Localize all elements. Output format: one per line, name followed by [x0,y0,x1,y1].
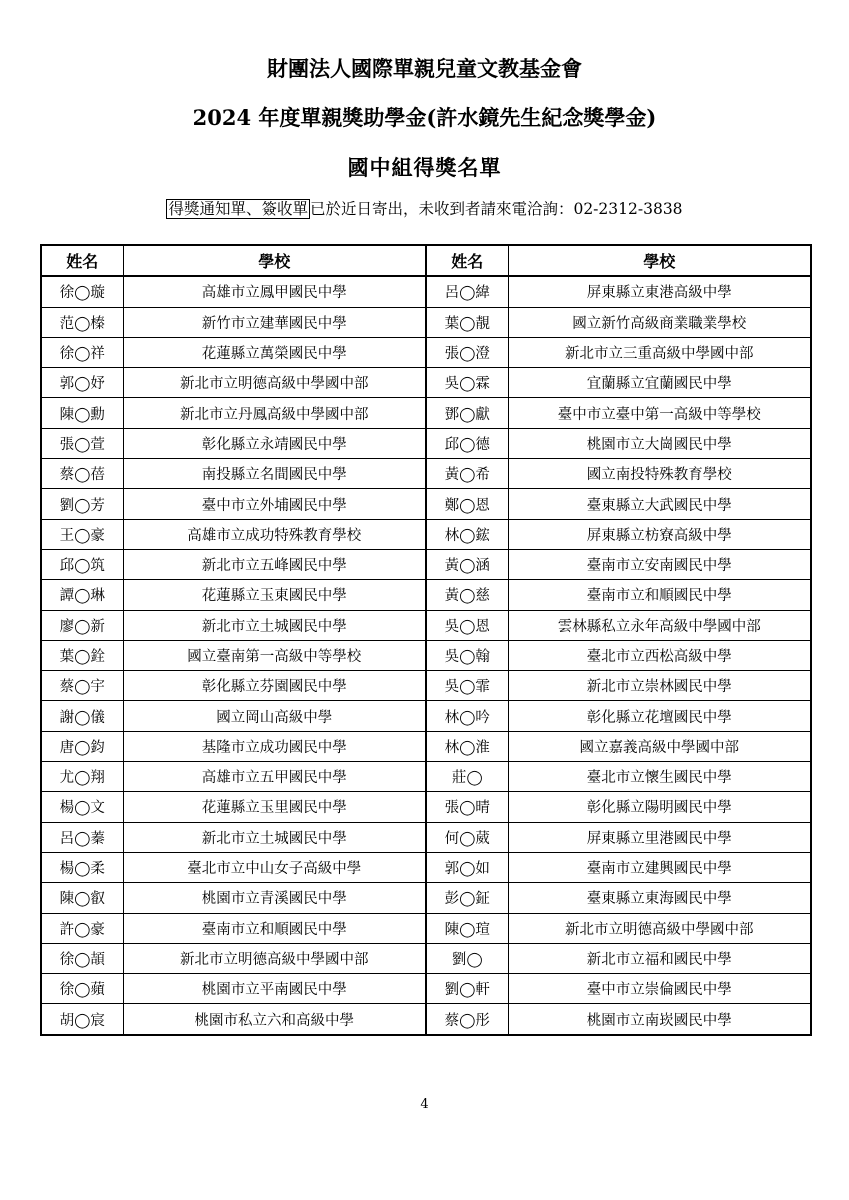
table-row [41,337,811,367]
student-name-right: 吳◯翰 [426,640,508,670]
school-left: 臺南市立和順國民中學 [123,913,426,943]
student-name-right: 彭◯鉦 [426,883,508,913]
table-row [41,974,811,1004]
school-right: 臺中市立臺中第一高級中等學校 [508,398,811,428]
student-name-left: 邱◯筑 [41,549,123,579]
student-name-right: 劉◯軒 [426,974,508,1004]
awards-table [40,244,812,1036]
school-right: 臺南市立安南國民中學 [508,549,811,579]
school-right: 屏東縣立枋寮高級中學 [508,519,811,549]
student-name-left: 蔡◯蓓 [41,459,123,489]
school-right: 彰化縣立陽明國民中學 [508,792,811,822]
student-name-right: 陳◯瑄 [426,913,508,943]
notice-line [0,197,849,219]
student-name-left: 張◯萱 [41,428,123,458]
school-right: 新北市立崇林國民中學 [508,671,811,701]
table-row [41,307,811,337]
student-name-right: 林◯淮 [426,731,508,761]
student-name-right: 吳◯霏 [426,671,508,701]
school-left: 新北市立土城國民中學 [123,610,426,640]
table-row [41,489,811,519]
school-left: 桃園市立青溪國民中學 [123,883,426,913]
school-right: 雲林縣私立永年高級中學國中部 [508,610,811,640]
student-name-left: 謝◯儀 [41,701,123,731]
school-left: 彰化縣立永靖國民中學 [123,428,426,458]
school-left: 新北市立五峰國民中學 [123,549,426,579]
school-left: 國立臺南第一高級中等學校 [123,640,426,670]
school-left: 高雄市立鳳甲國民中學 [123,276,426,307]
group-title: 國中組得獎名單 [347,155,502,180]
table-row [41,852,811,882]
student-name-left: 葉◯銓 [41,640,123,670]
student-name-right: 吳◯霖 [426,368,508,398]
school-right: 桃園市立大崗國民中學 [508,428,811,458]
student-name-left: 尤◯翔 [41,762,123,792]
school-left: 臺北市立中山女子高級中學 [123,852,426,882]
student-name-right: 張◯澄 [426,337,508,367]
school-right: 臺北市立西松高級中學 [508,640,811,670]
student-name-left: 范◯榛 [41,307,123,337]
school-left: 高雄市立成功特殊教育學校 [123,519,426,549]
table-row [41,913,811,943]
school-right: 臺南市立和順國民中學 [508,580,811,610]
table-row [41,701,811,731]
table-row [41,1004,811,1035]
student-name-right: 葉◯靚 [426,307,508,337]
awards-table-body [41,276,811,1034]
student-name-right: 呂◯緯 [426,276,508,307]
student-name-left: 唐◯鈞 [41,731,123,761]
school-left: 國立岡山高級中學 [123,701,426,731]
table-header-row [41,245,811,276]
school-right: 臺北市立懷生國民中學 [508,762,811,792]
student-name-right: 鄭◯恩 [426,489,508,519]
notice-boxed-text: 得獎通知單、簽收單 [168,200,308,218]
table-row [41,549,811,579]
school-left: 基隆市立成功國民中學 [123,731,426,761]
student-name-right: 邱◯德 [426,428,508,458]
table-row [41,459,811,489]
student-name-left: 王◯豪 [41,519,123,549]
school-right: 國立新竹高級商業職業學校 [508,307,811,337]
table-row [41,519,811,549]
student-name-left: 許◯豪 [41,913,123,943]
table-row [41,822,811,852]
school-right: 臺中市立崇倫國民中學 [508,974,811,1004]
student-name-left: 廖◯新 [41,610,123,640]
school-left: 桃園市私立六和高級中學 [123,1004,426,1035]
school-right: 屏東縣立東港高級中學 [508,276,811,307]
student-name-left: 楊◯文 [41,792,123,822]
table-row [41,731,811,761]
school-left: 新北市立明德高級中學國中部 [123,943,426,973]
school-left: 高雄市立五甲國民中學 [123,762,426,792]
school-right: 屏東縣立里港國民中學 [508,822,811,852]
table-row [41,580,811,610]
student-name-right: 蔡◯彤 [426,1004,508,1035]
student-name-right: 吳◯恩 [426,610,508,640]
table-row [41,428,811,458]
organization-title: 財團法人國際單親兒童文教基金會 [267,56,582,81]
student-name-left: 陳◯勳 [41,398,123,428]
table-row [41,610,811,640]
student-name-left: 徐◯頡 [41,943,123,973]
school-left: 新北市立丹鳳高級中學國中部 [123,398,426,428]
school-right: 新北市立明德高級中學國中部 [508,913,811,943]
student-name-right: 林◯鋐 [426,519,508,549]
school-right: 彰化縣立花壇國民中學 [508,701,811,731]
student-name-left: 蔡◯宇 [41,671,123,701]
school-right: 桃園市立南崁國民中學 [508,1004,811,1035]
school-left: 南投縣立名間國民中學 [123,459,426,489]
header-school-right: 學校 [508,245,811,276]
table-row [41,883,811,913]
table-row [41,368,811,398]
table-row [41,943,811,973]
student-name-right: 郭◯如 [426,852,508,882]
table-row [41,792,811,822]
student-name-left: 呂◯蓁 [41,822,123,852]
student-name-left: 郭◯妤 [41,368,123,398]
school-right: 國立南投特殊教育學校 [508,459,811,489]
school-right: 宜蘭縣立宜蘭國民中學 [508,368,811,398]
notice-rest-text: 已於近日寄出，未收到者請來電洽詢：02-2312-3838 [309,200,683,218]
student-name-right: 鄧◯獻 [426,398,508,428]
school-left: 花蓮縣立萬榮國民中學 [123,337,426,367]
school-right: 國立嘉義高級中學國中部 [508,731,811,761]
student-name-left: 譚◯琳 [41,580,123,610]
student-name-right: 黃◯希 [426,459,508,489]
student-name-right: 莊◯ [426,762,508,792]
student-name-right: 張◯晴 [426,792,508,822]
student-name-left: 徐◯璇 [41,276,123,307]
student-name-right: 何◯葳 [426,822,508,852]
table-row [41,671,811,701]
student-name-left: 徐◯蘋 [41,974,123,1004]
student-name-left: 胡◯宸 [41,1004,123,1035]
student-name-left: 陳◯叡 [41,883,123,913]
student-name-left: 劉◯芳 [41,489,123,519]
school-left: 花蓮縣立玉東國民中學 [123,580,426,610]
student-name-right: 林◯吟 [426,701,508,731]
school-right: 臺東縣立東海國民中學 [508,883,811,913]
student-name-right: 黃◯涵 [426,549,508,579]
school-left: 花蓮縣立玉里國民中學 [123,792,426,822]
table-row [41,276,811,307]
table-row [41,640,811,670]
student-name-left: 楊◯柔 [41,852,123,882]
header-name-right: 姓名 [426,245,508,276]
student-name-left: 徐◯祥 [41,337,123,367]
school-right: 新北市立福和國民中學 [508,943,811,973]
document-subtitle: 2024 年度單親獎助學金(許水鏡先生紀念獎學金) [192,105,657,130]
page-number: 4 [420,1097,429,1112]
table-row [41,762,811,792]
school-right: 新北市立三重高級中學國中部 [508,337,811,367]
header-school-left: 學校 [123,245,426,276]
school-right: 臺南市立建興國民中學 [508,852,811,882]
school-left: 桃園市立平南國民中學 [123,974,426,1004]
school-left: 新竹市立建華國民中學 [123,307,426,337]
student-name-right: 劉◯ [426,943,508,973]
table-row [41,398,811,428]
school-left: 臺中市立外埔國民中學 [123,489,426,519]
header-name-left: 姓名 [41,245,123,276]
school-left: 新北市立土城國民中學 [123,822,426,852]
school-left: 彰化縣立芬園國民中學 [123,671,426,701]
student-name-right: 黃◯慈 [426,580,508,610]
school-right: 臺東縣立大武國民中學 [508,489,811,519]
school-left: 新北市立明德高級中學國中部 [123,368,426,398]
